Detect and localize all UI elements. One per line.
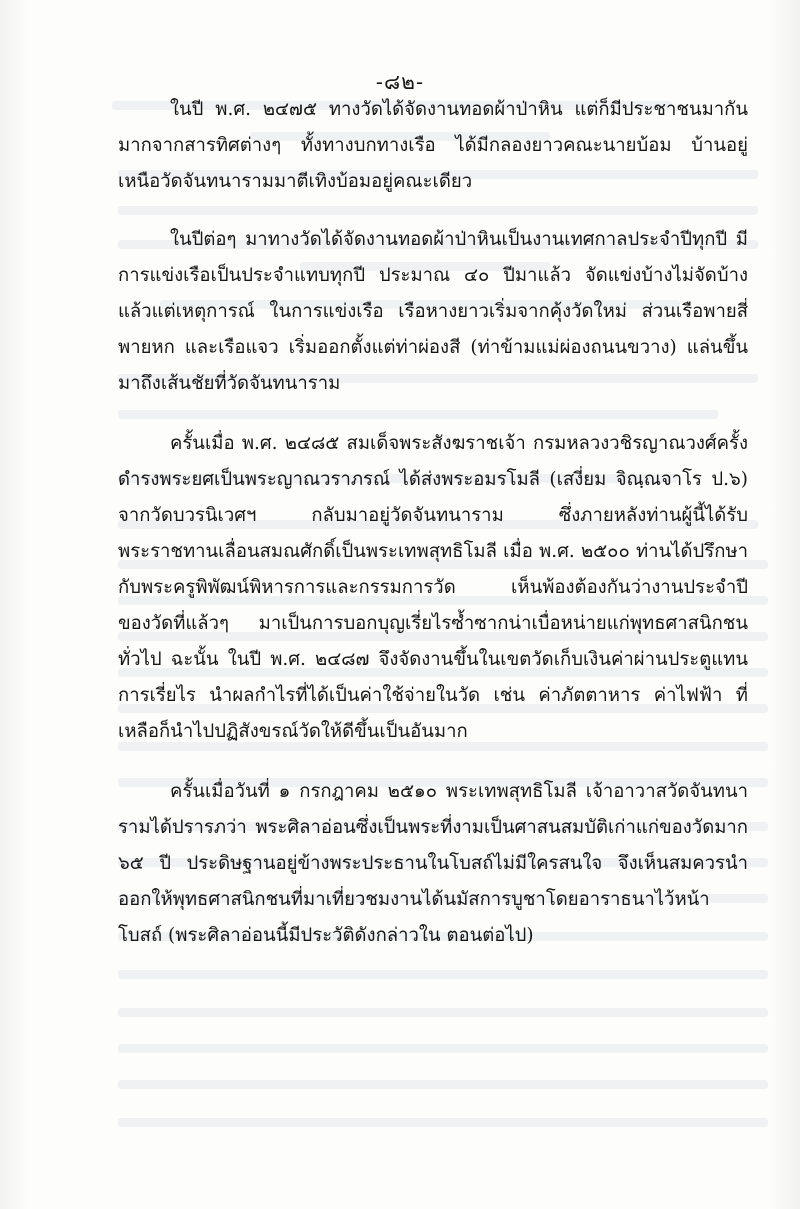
paragraph-2: ในปีต่อๆ มาทางวัดได้จัดงานทอดผ้าป่าหินเป็นงานเทศกาลประจำปีทุกปี มีการแข่งเรือเป็นประจำแทบทุกปี ประมาณ ๔๐ ปีมาแล้ว จัดแข่งบ้างไม่จัดบ้างแล้วแต่เหตุการณ์ ในการแข่งเรือ เรือหางยาวเริ่มจากคุ้งวัดใหม่ ส่วนเรือพายสี่พายหก และเรือแจว เริ่มออกตั้งแต่ท่าผ่องสี (ท่าข้ามแม่ผ่องถนนขวาง) แล่นขึ้นมาถึงเส้นชัยที่วัดจันทนาราม xyxy=(118,229,748,394)
body-text xyxy=(118,92,748,980)
page-number: -๘๒- xyxy=(375,70,425,94)
paragraph-4: ครั้นเมื่อวันที่ ๑ กรกฎาคม ๒๕๑๐ พระเทพสุทธิโมลี เจ้าอาวาสวัดจันทนารามได้ปรารภว่า พระศิลาอ่อนซึ่งเป็นพระที่งามเป็นศาสนสมบัติเก่าแก่ของวัดมาก ๖๕ ปี ประดิษฐานอยู่ข้างพระประธานในโบสถ์ไม่มีใครสนใจ จึงเห็นสมควรนำออกให้พุทธศาสนิกชนที่มาเที่ยวชมงานได้นมัสการบูชาโดยอาราธนาไว้หน้าโบสถ์ (พระศิลาอ่อนนี้มีประวัติดังกล่าวใน ตอนต่อไป) xyxy=(118,781,748,946)
paragraph-3: ครั้นเมื่อ พ.ศ. ๒๔๘๕ สมเด็จพระสังฆราชเจ้า กรมหลวงวชิรญาณวงศ์ครั้งดำรงพระยศเป็นพระญาณวราภรณ์ ได้ส่งพระอมรโมลี (เสงี่ยม จิณฺณจาโร ป.๖) จากวัดบวรนิเวศฯ กลับมาอยู่วัดจันทนาราม ซึ่งภายหลังท่านผู้นี้ได้รับพระราชทานเลื่อนสมณศักดิ์เป็นพระเทพสุทธิโมลี เมื่อ พ.ศ. ๒๕๐๐ ท่านได้ปรึกษากับพระครูพิพัฒน์พิหารการและกรรมการวัด เห็นพ้องต้องกันว่างานประจำปีของวัดที่แล้วๆ มาเป็นการบอกบุญเรี่ยไรซ้ำซากน่าเบื่อหน่ายแก่พุทธศาสนิกชนทั่วไป ฉะนั้น ในปี พ.ศ. ๒๔๘๗ จึงจัดงานขึ้นในเขตวัดเก็บเงินค่าผ่านประตูแทนการเรี่ยไร นำผลกำไรที่ได้เป็นค่าใช้จ่ายในวัด เช่น ค่าภัตตาหาร ค่าไฟฟ้า ที่เหลือก็นำไปปฏิสังขรณ์วัดให้ดีขึ้นเป็นอันมาก xyxy=(118,433,748,742)
paragraph-1: ในปี พ.ศ. ๒๔๗๕ ทางวัดได้จัดงานทอดผ้าป่าหิน แต่ก็มีประชาชนมากันมากจากสารทิศต่างๆ ทั้งทางบกทางเรือ ได้มีกลองยาวคณะนายบ้อม บ้านอยู่เหนือวัดจันทนารามมาตีเทิงบ้อมอยู่คณะเดียว xyxy=(118,99,748,192)
